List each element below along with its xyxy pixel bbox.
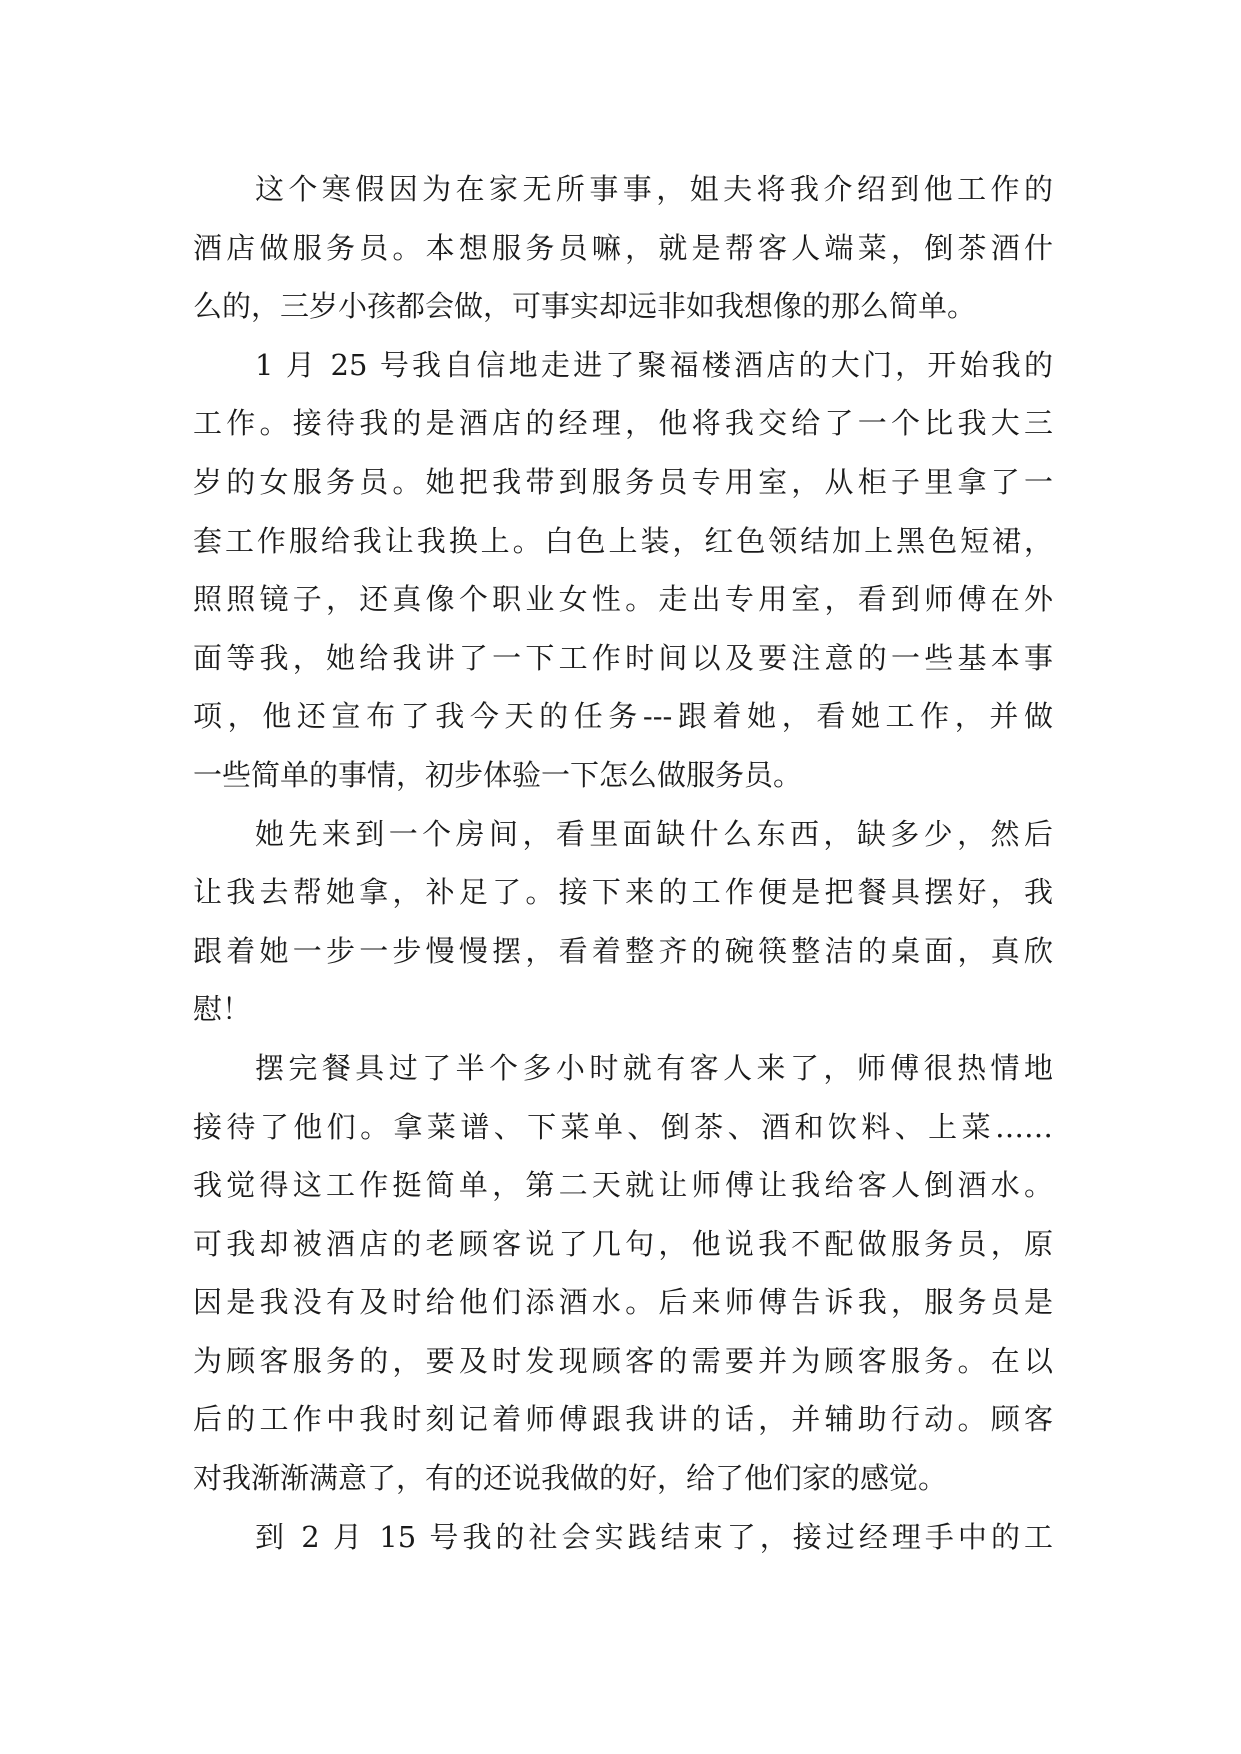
text-line: 后的工作中我时刻记着师傅跟我讲的话，并辅助行动。顾客 bbox=[193, 1402, 1053, 1437]
text-line: 为顾客服务的，要及时发现顾客的需要并为顾客服务。在以 bbox=[193, 1343, 1053, 1378]
text-line: 我觉得这工作挺简单，第二天就让师傅让我给客人倒酒水。 bbox=[193, 1168, 1053, 1203]
text-line: 接待了他们。拿菜谱、下菜单、倒茶、酒和饮料、上菜…… bbox=[193, 1109, 1053, 1144]
text-line: 对我渐渐满意了，有的还说我做的好，给了他们家的感觉。 bbox=[193, 1461, 948, 1496]
text-line: 因是我没有及时给他们添酒水。后来师傅告诉我，服务员是 bbox=[193, 1285, 1053, 1320]
text-line: 慰！ bbox=[193, 992, 252, 1027]
text-line: 一些简单的事情，初步体验一下怎么做服务员。 bbox=[193, 757, 803, 792]
text-line: 酒店做服务员。本想服务员嘛，就是帮客人端菜，倒茶酒什 bbox=[193, 230, 1053, 265]
text-line: 让我去帮她拿，补足了。接下来的工作便是把餐具摆好，我 bbox=[193, 875, 1053, 910]
text-line: 么的，三岁小孩都会做，可事实却远非如我想像的那么简单。 bbox=[193, 289, 977, 324]
text-line: 1 月 25 号我自信地走进了聚福楼酒店的大门，开始我的 bbox=[255, 347, 1053, 382]
text-line: 岁的女服务员。她把我带到服务员专用室，从柜子里拿了一 bbox=[193, 464, 1053, 499]
text-line: 摆完餐具过了半个多小时就有客人来了，师傅很热情地 bbox=[255, 1050, 1053, 1085]
text-line: 面等我，她给我讲了一下工作时间以及要注意的一些基本事 bbox=[193, 640, 1053, 675]
text-line: 跟着她一步一步慢慢摆，看着整齐的碗筷整洁的桌面，真欣 bbox=[193, 933, 1053, 968]
text-line: 可我却被酒店的老顾客说了几句，他说我不配做服务员，原 bbox=[193, 1226, 1053, 1261]
text-line: 这个寒假因为在家无所事事，姐夫将我介绍到他工作的 bbox=[255, 172, 1053, 206]
text-line: 套工作服给我让我换上。白色上装，红色领结加上黑色短裙， bbox=[193, 523, 1053, 558]
text-line: 到 2 月 15 号我的社会实践结束了，接过经理手中的工 bbox=[255, 1519, 1053, 1554]
text-line: 照照镜子，还真像个职业女性。走出专用室，看到师傅在外 bbox=[193, 582, 1053, 617]
body-text bbox=[193, 160, 1053, 1566]
text-line: 工作。接待我的是酒店的经理，他将我交给了一个比我大三 bbox=[193, 406, 1053, 441]
text-line: 她先来到一个房间，看里面缺什么东西，缺多少，然后 bbox=[255, 816, 1053, 851]
text-line: 项，他还宣布了我今天的任务---跟着她，看她工作，并做 bbox=[193, 699, 1053, 734]
